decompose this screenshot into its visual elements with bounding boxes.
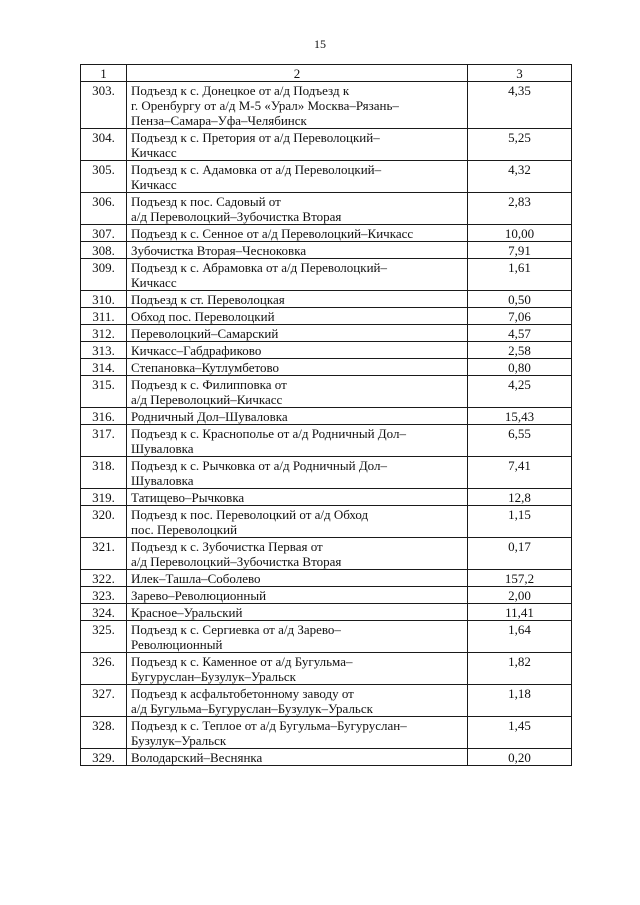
table-row	[81, 717, 572, 749]
road-length: 11,41	[468, 604, 572, 621]
row-number: 325.	[81, 621, 127, 653]
road-length: 1,15	[468, 506, 572, 538]
road-name: Степановка–Кутлумбетово	[127, 359, 468, 376]
table-row	[81, 291, 572, 308]
row-number: 311.	[81, 308, 127, 325]
column-header-length: 3	[468, 65, 572, 82]
table-row	[81, 653, 572, 685]
table-row	[81, 408, 572, 425]
table-row	[81, 489, 572, 506]
road-length: 4,32	[468, 161, 572, 193]
road-length: 1,64	[468, 621, 572, 653]
table-row	[81, 570, 572, 587]
table-row	[81, 604, 572, 621]
column-header-name: 2	[127, 65, 468, 82]
table-row	[81, 425, 572, 457]
road-length: 157,2	[468, 570, 572, 587]
road-name: Красное–Уральский	[127, 604, 468, 621]
table-row	[81, 129, 572, 161]
table-row	[81, 538, 572, 570]
road-name: Подъезд к с. Сенное от а/д Переволоцкий–Кичкасс	[127, 225, 468, 242]
road-name: Подъезд к асфальтобетонному заводу от а/д Бугульма–Бугуруслан–Бузулук–Уральск	[127, 685, 468, 717]
row-number: 312.	[81, 325, 127, 342]
row-number: 306.	[81, 193, 127, 225]
road-length: 4,25	[468, 376, 572, 408]
road-name: Подъезд к с. Рычковка от а/д Родничный Дол– Шуваловка	[127, 457, 468, 489]
road-name: Подъезд к с. Теплое от а/д Бугульма–Бугуруслан– Бузулук–Уральск	[127, 717, 468, 749]
row-number: 321.	[81, 538, 127, 570]
table-row	[81, 259, 572, 291]
row-number: 329.	[81, 749, 127, 766]
table-header-row	[81, 65, 572, 82]
table-row	[81, 457, 572, 489]
road-length: 4,35	[468, 82, 572, 129]
road-name: Подъезд к с. Претория от а/д Переволоцкий– Кичкасс	[127, 129, 468, 161]
row-number: 323.	[81, 587, 127, 604]
road-length: 12,8	[468, 489, 572, 506]
road-length: 10,00	[468, 225, 572, 242]
table-body	[81, 82, 572, 766]
road-name: Илек–Ташла–Соболево	[127, 570, 468, 587]
table-row	[81, 749, 572, 766]
road-length: 0,50	[468, 291, 572, 308]
table-row	[81, 161, 572, 193]
row-number: 317.	[81, 425, 127, 457]
table-row	[81, 225, 572, 242]
row-number: 320.	[81, 506, 127, 538]
road-length: 2,83	[468, 193, 572, 225]
road-length: 0,17	[468, 538, 572, 570]
road-length: 15,43	[468, 408, 572, 425]
road-length: 1,61	[468, 259, 572, 291]
table-row	[81, 242, 572, 259]
road-name: Подъезд к с. Сергиевка от а/д Зарево– Революционный	[127, 621, 468, 653]
road-name: Зарево–Революционный	[127, 587, 468, 604]
road-length: 2,00	[468, 587, 572, 604]
road-name: Подъезд к ст. Переволоцкая	[127, 291, 468, 308]
road-name: Кичкасс–Габдрафиково	[127, 342, 468, 359]
row-number: 319.	[81, 489, 127, 506]
row-number: 326.	[81, 653, 127, 685]
road-length: 6,55	[468, 425, 572, 457]
table-row	[81, 506, 572, 538]
road-name: Подъезд к с. Донецкое от а/д Подъезд к г. Оренбургу от а/д М-5 «Урал» Москва–Рязань– Пенза–Самара–Уфа–Челябинск	[127, 82, 468, 129]
road-name: Подъезд к с. Каменное от а/д Бугульма– Бугуруслан–Бузулук–Уральск	[127, 653, 468, 685]
table-row	[81, 359, 572, 376]
table-row	[81, 82, 572, 129]
road-length: 5,25	[468, 129, 572, 161]
row-number: 318.	[81, 457, 127, 489]
table-row	[81, 376, 572, 408]
row-number: 316.	[81, 408, 127, 425]
row-number: 303.	[81, 82, 127, 129]
road-name: Володарский–Веснянка	[127, 749, 468, 766]
road-length: 4,57	[468, 325, 572, 342]
road-name: Обход пос. Переволоцкий	[127, 308, 468, 325]
row-number: 309.	[81, 259, 127, 291]
roads-table	[80, 64, 572, 766]
road-length: 1,18	[468, 685, 572, 717]
row-number: 308.	[81, 242, 127, 259]
road-name: Подъезд к с. Абрамовка от а/д Переволоцкий– Кичкасс	[127, 259, 468, 291]
page-number: 15	[314, 37, 326, 51]
road-length: 1,45	[468, 717, 572, 749]
column-header-number: 1	[81, 65, 127, 82]
road-length: 0,20	[468, 749, 572, 766]
row-number: 313.	[81, 342, 127, 359]
row-number: 305.	[81, 161, 127, 193]
road-name: Зубочистка Вторая–Чесноковка	[127, 242, 468, 259]
road-name: Подъезд к пос. Садовый от а/д Переволоцкий–Зубочистка Вторая	[127, 193, 468, 225]
row-number: 322.	[81, 570, 127, 587]
table-row	[81, 193, 572, 225]
row-number: 324.	[81, 604, 127, 621]
road-length: 7,41	[468, 457, 572, 489]
table-row	[81, 587, 572, 604]
road-name: Подъезд к пос. Переволоцкий от а/д Обход пос. Переволоцкий	[127, 506, 468, 538]
row-number: 327.	[81, 685, 127, 717]
road-name: Подъезд к с. Краснополье от а/д Родничный Дол– Шуваловка	[127, 425, 468, 457]
road-length: 0,80	[468, 359, 572, 376]
table-row	[81, 685, 572, 717]
row-number: 304.	[81, 129, 127, 161]
table-row	[81, 342, 572, 359]
road-name: Подъезд к с. Филипповка от а/д Переволоцкий–Кичкасс	[127, 376, 468, 408]
road-name: Татищево–Рычковка	[127, 489, 468, 506]
road-length: 2,58	[468, 342, 572, 359]
road-name: Подъезд к с. Зубочистка Первая от а/д Переволоцкий–Зубочистка Вторая	[127, 538, 468, 570]
table-row	[81, 621, 572, 653]
road-name: Подъезд к с. Адамовка от а/д Переволоцкий– Кичкасс	[127, 161, 468, 193]
road-length: 1,82	[468, 653, 572, 685]
road-name: Переволоцкий–Самарский	[127, 325, 468, 342]
road-length: 7,91	[468, 242, 572, 259]
row-number: 314.	[81, 359, 127, 376]
row-number: 310.	[81, 291, 127, 308]
row-number: 315.	[81, 376, 127, 408]
road-length: 7,06	[468, 308, 572, 325]
table-row	[81, 308, 572, 325]
row-number: 307.	[81, 225, 127, 242]
road-name: Родничный Дол–Шуваловка	[127, 408, 468, 425]
table-row	[81, 325, 572, 342]
row-number: 328.	[81, 717, 127, 749]
